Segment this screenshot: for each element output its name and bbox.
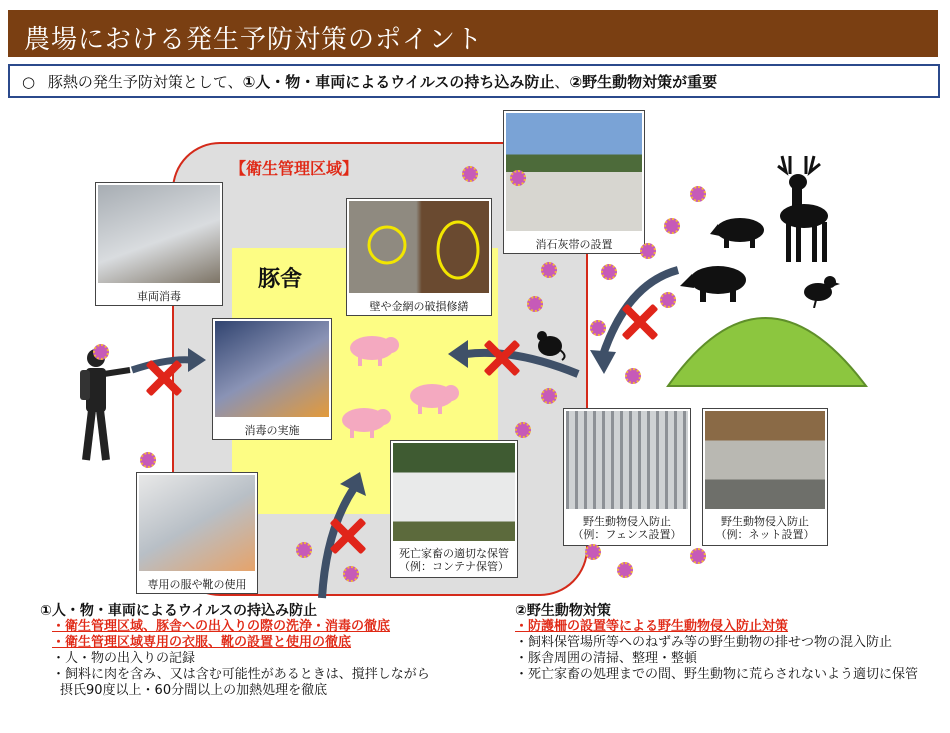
- person-icon: [68, 346, 134, 464]
- rat-icon: [532, 326, 568, 362]
- measure-item-red: ・衛生管理区域、豚舎への出入りの際の洗浄・消毒の徹底: [52, 619, 391, 634]
- virus-icon: [660, 292, 676, 308]
- virus-icon: [93, 344, 109, 360]
- virus-icon: [296, 542, 312, 558]
- virus-icon: [617, 562, 633, 578]
- caption-line2: （例：コンテナ保管）: [399, 560, 509, 573]
- virus-icon: [541, 388, 557, 404]
- photo-container-storage: [390, 440, 518, 578]
- boar-icon: [680, 260, 750, 304]
- caption: 消毒の実施: [244, 424, 300, 437]
- vehicle-photo: [98, 185, 220, 283]
- highlight-circle-icon: [435, 219, 481, 281]
- crow-icon: [800, 272, 840, 308]
- summary-sep: 、: [554, 73, 570, 91]
- measure-item-red: ・衛生管理区域専用の衣服、靴の設置と使用の徹底: [52, 635, 352, 650]
- measure-item: ・死亡家畜の処理までの間、野生動物に荒らされないよう適切に保管: [515, 667, 919, 682]
- caption-line1: 死亡家畜の適切な保管: [399, 547, 509, 560]
- highlight-circle-icon: [365, 223, 409, 267]
- photo-wall-repair: [346, 198, 492, 316]
- virus-icon: [585, 544, 601, 560]
- virus-icon: [601, 264, 617, 280]
- caption: [703, 515, 827, 541]
- photo-net: [702, 408, 828, 546]
- block-cross-icon: [484, 340, 520, 376]
- lime-photo: [506, 113, 642, 231]
- pig-icon: [344, 330, 402, 368]
- virus-icon: [140, 452, 156, 468]
- caption: [391, 547, 517, 573]
- measures-people-goods-vehicles: [40, 603, 460, 699]
- measures-heading: ①人・物・車両によるウイルスの持込み防止: [40, 603, 318, 619]
- virus-icon: [510, 170, 526, 186]
- virus-icon: [690, 548, 706, 564]
- virus-icon: [690, 186, 706, 202]
- measure-item: 摂氏90度以上・60分間以上の加熱処理を徹底: [60, 683, 328, 698]
- caption: [564, 515, 690, 541]
- disinfection-photo: [215, 321, 329, 417]
- clothes-photo: [139, 475, 255, 571]
- summary-prefix: 豚熱の発生予防対策として、: [47, 73, 243, 91]
- measure-item: ・人・物の出入りの記録: [52, 651, 196, 666]
- summary-box: [8, 64, 940, 98]
- net-photo: [705, 411, 825, 509]
- barn-label: 豚舎: [258, 267, 303, 292]
- photo-disinfection: [212, 318, 332, 440]
- page-title: 農場における発生予防対策のポイント: [24, 25, 484, 55]
- virus-icon: [541, 262, 557, 278]
- virus-icon: [664, 218, 680, 234]
- pig-icon: [404, 378, 462, 416]
- caption: 壁や金網の破損修繕: [369, 300, 469, 313]
- caption-line1: 野生動物侵入防止: [583, 515, 671, 528]
- measure-item: ・飼料に肉を含み、又は含む可能性があるときは、撹拌しながら: [52, 667, 430, 682]
- caption-line2: （例：ネット設置）: [715, 528, 815, 541]
- fence-photo: [566, 411, 688, 509]
- measures-heading: ②野生動物対策: [515, 603, 611, 619]
- virus-icon: [640, 243, 656, 259]
- summary-point1: ①人・物・車両によるウイルスの持ち込み防止: [242, 73, 555, 91]
- title-bar: [8, 10, 938, 57]
- caption: 消石灰帯の設置: [535, 238, 613, 251]
- virus-icon: [343, 566, 359, 582]
- block-cross-icon: [622, 304, 658, 340]
- measure-item: ・豚舎周囲の清掃、整理・整頓: [515, 651, 698, 666]
- virus-icon: [515, 422, 531, 438]
- caption: 車両消毒: [137, 290, 181, 303]
- summary-point2: ②野生動物対策が重要: [569, 73, 718, 91]
- photo-clothes: [136, 472, 258, 594]
- container-photo: [393, 443, 515, 541]
- photo-vehicle-disinfection: [95, 182, 223, 306]
- measures-wild-animals: [515, 603, 945, 683]
- block-cross-icon: [146, 360, 182, 396]
- pig-icon: [336, 402, 394, 440]
- boar-icon: [710, 212, 768, 250]
- summary-bullet: ○: [22, 73, 36, 91]
- measure-item: ・飼料保管場所等へのねずみ等の野生動物の排せつ物の混入防止: [515, 635, 893, 650]
- caption-line1: 野生動物侵入防止: [721, 515, 809, 528]
- virus-icon: [527, 296, 543, 312]
- deer-icon: [762, 152, 838, 264]
- summary-text: [22, 71, 717, 92]
- block-cross-icon: [330, 518, 366, 554]
- virus-icon: [590, 320, 606, 336]
- virus-icon: [625, 368, 641, 384]
- measure-item-red: ・防護柵の設置等による野生動物侵入防止対策: [515, 619, 789, 634]
- photo-fence: [563, 408, 691, 546]
- caption-line2: （例：フェンス設置）: [572, 528, 682, 541]
- virus-icon: [462, 166, 478, 182]
- caption: 専用の服や靴の使用: [147, 578, 247, 591]
- zone-label: 【衛生管理区域】: [226, 156, 362, 179]
